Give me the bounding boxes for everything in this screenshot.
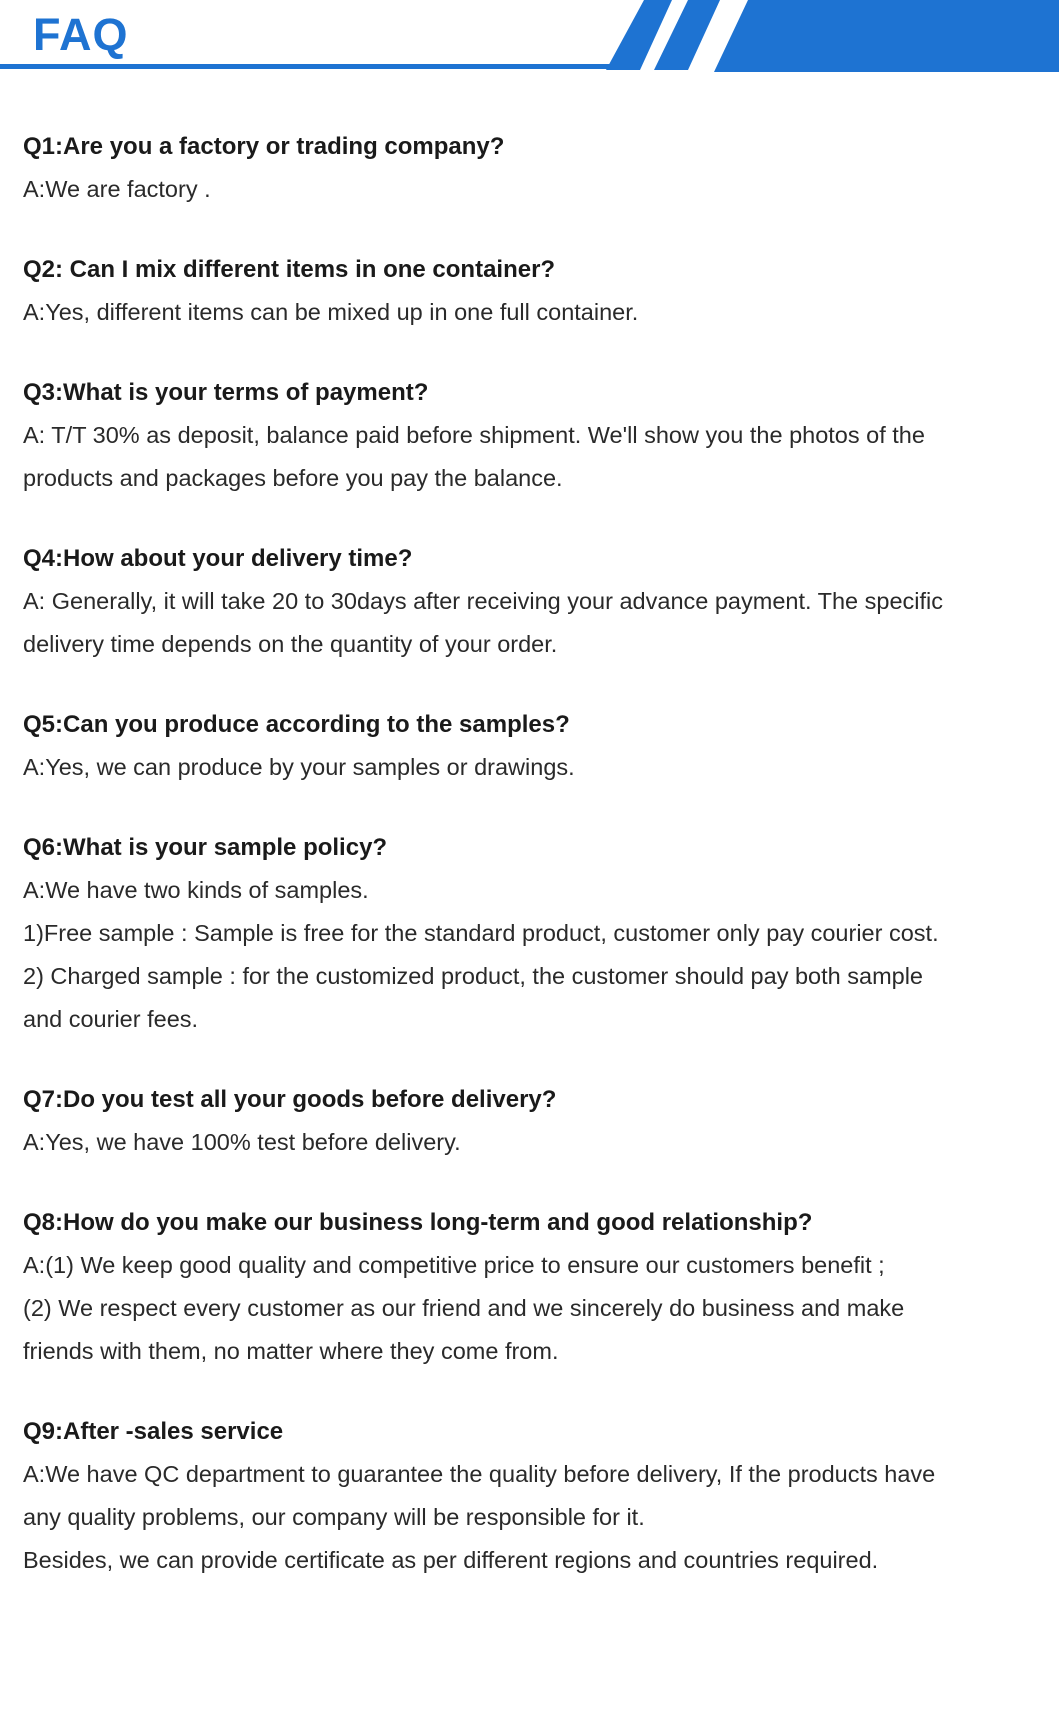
faq-answer-line: A:Yes, we can produce by your samples or drawings. [23, 754, 575, 780]
faq-answer-line: A:We are factory . [23, 176, 211, 202]
faq-question: Q1:Are you a factory or trading company? [23, 133, 505, 160]
faq-item-q2 [23, 249, 1033, 334]
page-title: FAQ [33, 9, 129, 60]
faq-answer [23, 580, 1033, 666]
faq-answer [23, 869, 1033, 1041]
faq-answer-line: friends with them, no matter where they come from. [23, 1338, 559, 1364]
faq-answer [23, 746, 1033, 789]
faq-answer-line: A:(1) We keep good quality and competitive price to ensure our customers benefit ; [23, 1252, 885, 1278]
faq-question: Q5:Can you produce according to the samples? [23, 711, 570, 738]
faq-question: Q7:Do you test all your goods before delivery? [23, 1086, 557, 1113]
faq-answer-line: 1)Free sample : Sample is free for the standard product, customer only pay courier cost. [23, 920, 939, 946]
faq-question: Q3:What is your terms of payment? [23, 379, 429, 406]
faq-item-q3 [23, 372, 1033, 500]
faq-answer [23, 1121, 1033, 1164]
faq-answer [23, 414, 1033, 500]
faq-answer-line: products and packages before you pay the balance. [23, 465, 563, 491]
faq-question: Q4:How about your delivery time? [23, 545, 413, 572]
faq-answer-line: delivery time depends on the quantity of your order. [23, 631, 558, 657]
faq-answer-line: and courier fees. [23, 1006, 199, 1032]
faq-answer-line: A:We have QC department to guarantee the quality before delivery, If the products have [23, 1461, 936, 1487]
faq-item-q7 [23, 1079, 1033, 1164]
faq-header [0, 0, 1059, 74]
faq-question: Q2: Can I mix different items in one container? [23, 256, 556, 283]
faq-answer-line: 2) Charged sample : for the customized product, the customer should pay both sample [23, 963, 923, 989]
faq-answer-line: A: Generally, it will take 20 to 30days after receiving your advance payment. The specific [23, 588, 944, 614]
faq-list [23, 126, 1033, 1620]
faq-answer-line: any quality problems, our company will be responsible for it. [23, 1504, 645, 1530]
faq-answer [23, 291, 1033, 334]
faq-item-q1 [23, 126, 1033, 211]
header-banner-graphic [0, 0, 1059, 74]
faq-item-q8 [23, 1202, 1033, 1373]
faq-item-q5 [23, 704, 1033, 789]
faq-answer-line: A:Yes, different items can be mixed up in one full container. [23, 299, 639, 325]
faq-answer [23, 1244, 1033, 1373]
faq-item-q9 [23, 1411, 1033, 1582]
faq-question: Q9:After -sales service [23, 1418, 284, 1445]
faq-answer-line: Besides, we can provide certificate as per different regions and countries required. [23, 1547, 879, 1573]
faq-item-q6 [23, 827, 1033, 1041]
header-block [714, 0, 1059, 72]
faq-answer-line: A:Yes, we have 100% test before delivery. [23, 1129, 461, 1155]
faq-answer-line: A: T/T 30% as deposit, balance paid before shipment. We'll show you the photos of the [23, 422, 925, 448]
header-underline [0, 64, 620, 69]
faq-answer [23, 1453, 1033, 1582]
faq-answer-line: A:We have two kinds of samples. [23, 877, 369, 903]
faq-item-q4 [23, 538, 1033, 666]
faq-answer [23, 168, 1033, 211]
faq-question: Q6:What is your sample policy? [23, 834, 388, 861]
faq-question: Q8:How do you make our business long-term and good relationship? [23, 1209, 813, 1236]
faq-answer-line: (2) We respect every customer as our friend and we sincerely do business and make [23, 1295, 905, 1321]
